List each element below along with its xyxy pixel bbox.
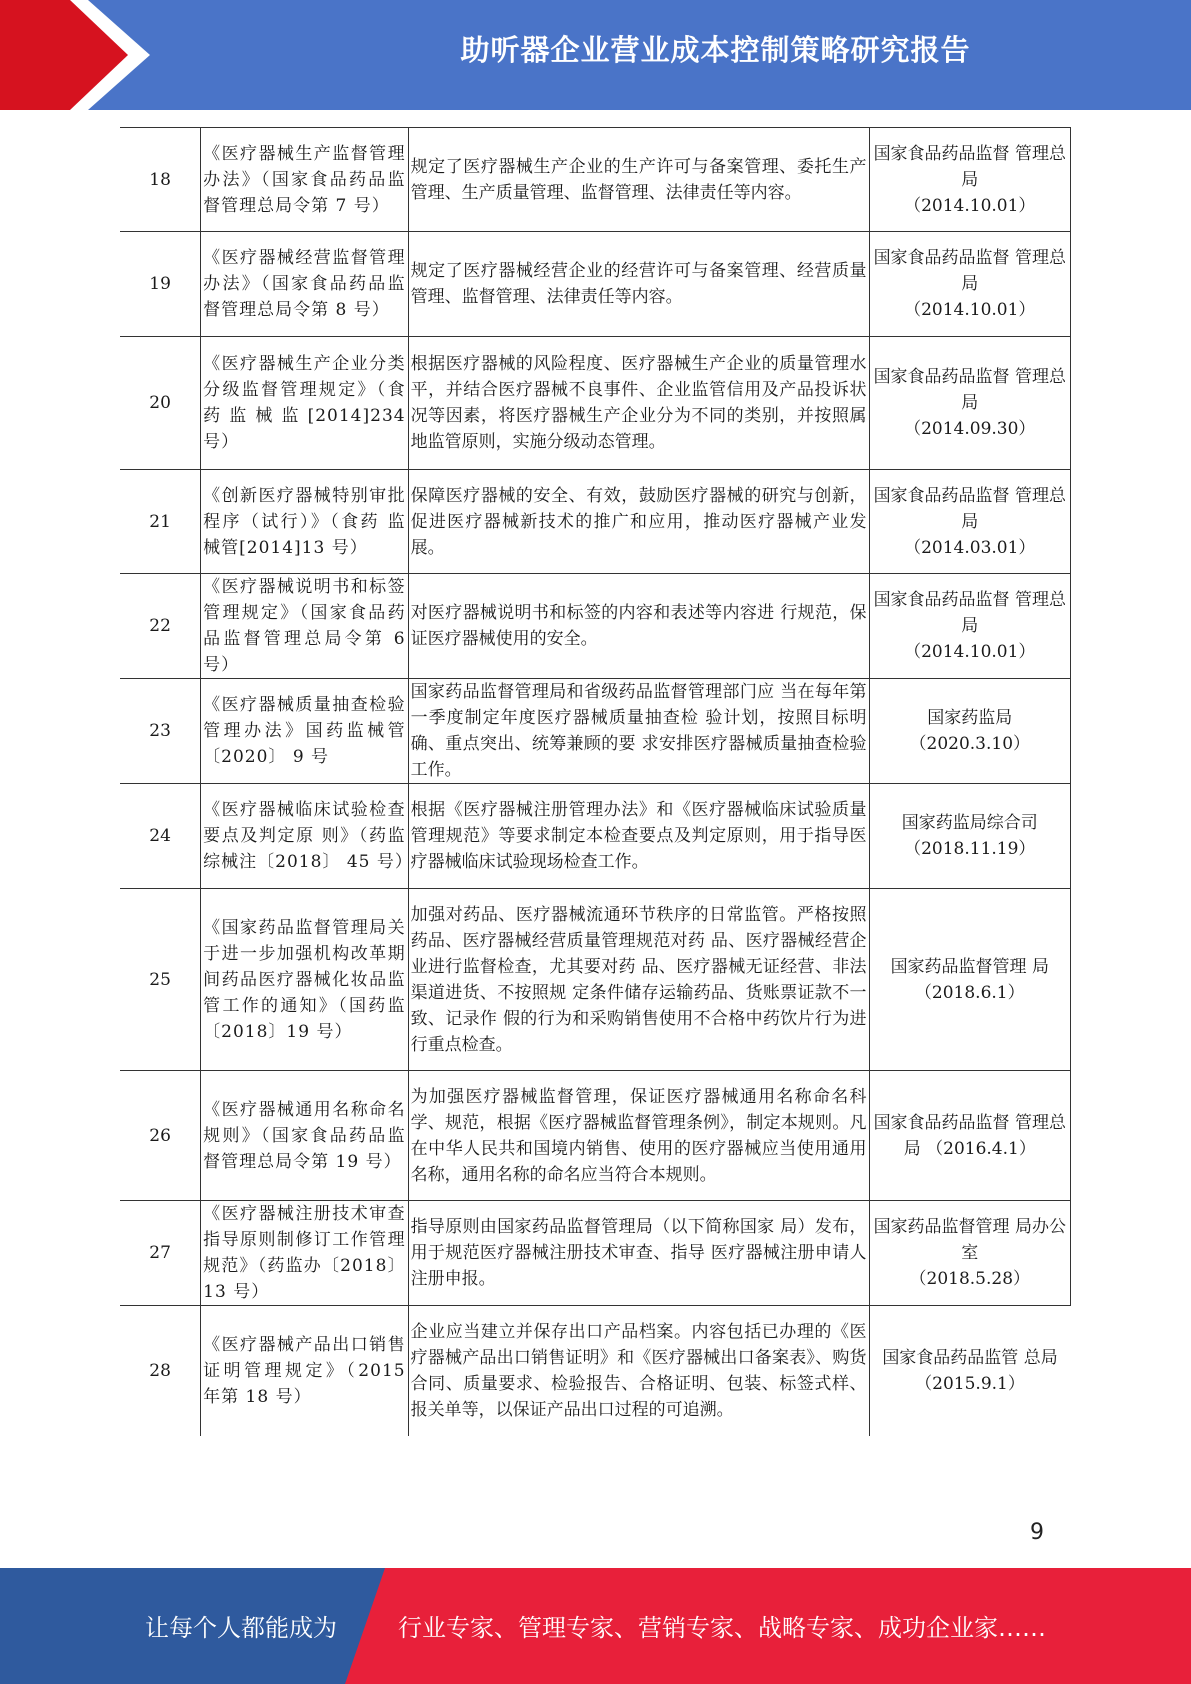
regulation-name-cell: 《医疗器械生产监督管理办法》（国家食品药品监督管理总局令第 7 号） xyxy=(201,128,408,232)
table-row xyxy=(120,679,1071,784)
effective-date: （2018.11.19） xyxy=(904,839,1036,859)
regulation-description-cell: 根据医疗器械的风险程度、医疗器械生产企业的质量管理水平，并结合医疗器械不良事件、企业监管信用及产品投诉状况等因素，将医疗器械生产企业分为不同的类别，并按照属地监管原则，实施分级动态管理。 xyxy=(408,337,869,470)
regulation-name-cell: 《医疗器械注册技术审查指导原则制修订工作管理规范》（药监办〔2018〕13 号） xyxy=(201,1201,408,1306)
row-number-cell: 23 xyxy=(120,679,201,784)
regulation-description-cell: 根据《医疗器械注册管理办法》和《医疗器械临床试验质量管理规范》等要求制定本检查要点及判定原则，用于指导医疗器械临床试验现场检查工作。 xyxy=(408,784,869,889)
page-number: 9 xyxy=(1030,1520,1044,1545)
issuing-authority-cell xyxy=(869,470,1070,574)
regulation-name-cell: 《医疗器械临床试验检查要点及判定原 则》（药监综械注〔2018〕 45 号） xyxy=(201,784,408,889)
issuing-authority-name: 国家食品药品监督 管理总局 xyxy=(873,485,1066,532)
issuing-authority-cell xyxy=(869,1306,1070,1436)
issuing-authority-name: 国家食品药品监督 管理总局 （2016.4.1） xyxy=(873,1112,1066,1159)
table-row xyxy=(120,574,1071,679)
issuing-authority-cell xyxy=(869,128,1070,232)
regulation-description-cell: 保障医疗器械的安全、有效，鼓励医疗器械的研究与创新，促进医疗器械新技术的推广和应用，推动医疗器械产业发展。 xyxy=(408,470,869,574)
effective-date: （2014.03.01） xyxy=(904,537,1036,558)
row-number-cell: 22 xyxy=(120,574,201,679)
issuing-authority-name: 国家药品监督管理 局办公室 xyxy=(873,1217,1066,1263)
effective-date: （2015.9.1） xyxy=(915,1373,1025,1394)
table-row xyxy=(120,1306,1071,1436)
effective-date: （2018.5.28） xyxy=(909,1269,1031,1289)
regulation-description-cell: 加强对药品、医疗器械流通环节秩序的日常监管。严格按照药品、医疗器械经营质量管理规范对药 品、医疗器械经营企业进行监督检查，尤其要对药 品、医疗器械无证经营、非法渠道进货、不按照规 定条件储存运输药品、货账票证款不一致、记录作 假的行为和采购销售使用不合格中药饮片行为进 行重点检查。 xyxy=(408,889,869,1071)
row-number-cell: 27 xyxy=(120,1201,201,1306)
row-number-cell: 25 xyxy=(120,889,201,1071)
regulation-description-cell: 对医疗器械说明书和标签的内容和表述等内容进 行规范，保证医疗器械使用的安全。 xyxy=(408,574,869,679)
table-row xyxy=(120,1071,1071,1201)
regulation-name-cell: 《国家药品监督管理局关于进一步加强机构改革期间药品医疗器械化妆品监管工作的通知》（国药监〔2018〕19 号） xyxy=(201,889,408,1071)
regulation-name-cell: 《医疗器械产品出口销售证明管理规定》（2015 年第 18 号） xyxy=(201,1306,408,1436)
regulation-description-cell: 企业应当建立并保存出口产品档案。内容包括已办理的《医疗器械产品出口销售证明》和《医疗器械出口备案表》、购货合同、质量要求、检验报告、合格证明、包装、标签式样、报关单等，以保证产品出口过程的可追溯。 xyxy=(408,1306,869,1436)
issuing-authority-name: 国家药品监督管理 局 xyxy=(890,956,1049,977)
issuing-authority-name: 国家食品药品监督 管理总局 xyxy=(873,367,1066,413)
row-number-cell: 18 xyxy=(120,128,201,232)
header-red-chevron xyxy=(0,0,150,110)
regulations-table-container xyxy=(120,127,1071,1436)
footer-slogan-right: 行业专家、管理专家、营销专家、战略专家、成功企业家…… xyxy=(398,1614,1046,1642)
row-number-cell: 28 xyxy=(120,1306,201,1436)
table-row xyxy=(120,1201,1071,1306)
page-footer xyxy=(0,1568,1191,1684)
regulation-description-cell: 规定了医疗器械经营企业的经营许可与备案管理、经营质量管理、监督管理、法律责任等内容。 xyxy=(408,232,869,337)
issuing-authority-name: 国家食品药品监督 管理总局 xyxy=(873,590,1066,636)
regulation-name-cell: 《医疗器械生产企业分类分级监督管理规定》（食药监械监[2014]234 号） xyxy=(201,337,408,470)
regulation-name-cell: 《医疗器械质量抽查检验管理办法》国药监械管〔2020〕 9 号 xyxy=(201,679,408,784)
effective-date: （2014.10.01） xyxy=(904,195,1036,216)
issuing-authority-cell xyxy=(869,784,1070,889)
row-number-cell: 21 xyxy=(120,470,201,574)
effective-date: （2014.10.01） xyxy=(904,300,1036,320)
row-number-cell: 20 xyxy=(120,337,201,470)
issuing-authority-name: 国家食品药品监督 管理总局 xyxy=(873,248,1066,294)
page-header xyxy=(0,0,1191,110)
regulation-description-cell: 为加强医疗器械监督管理，保证医疗器械通用名称命名科学、规范，根据《医疗器械监督管理条例》，制定本规则。凡在中华人民共和国境内销售、使用的医疗器械应当使用通用名称，通用名称的命名应当符合本规则。 xyxy=(408,1071,869,1201)
regulation-description-cell: 国家药品监督管理局和省级药品监督管理部门应 当在每年第一季度制定年度医疗器械质量抽查检 验计划，按照目标明确、重点突出、统筹兼顾的要 求安排医疗器械质量抽查检验工作。 xyxy=(408,679,869,784)
issuing-authority-name: 国家药监局 xyxy=(927,708,1013,728)
footer-slogan-left: 让每个人都能成为 xyxy=(145,1614,337,1642)
regulation-name-cell: 《医疗器械说明书和标签管理规定》（国家食品药品监督管理总局令第 6 号） xyxy=(201,574,408,679)
row-number-cell: 19 xyxy=(120,232,201,337)
regulations-table xyxy=(120,127,1071,1436)
effective-date: （2018.6.1） xyxy=(914,982,1025,1003)
table-row xyxy=(120,337,1071,470)
table-row xyxy=(120,470,1071,574)
issuing-authority-cell xyxy=(869,574,1070,679)
issuing-authority-name: 国家食品药品监督 管理总局 xyxy=(873,143,1066,190)
effective-date: （2014.10.01） xyxy=(904,642,1036,662)
issuing-authority-cell xyxy=(869,679,1070,784)
table-row xyxy=(120,232,1071,337)
regulation-name-cell: 《医疗器械通用名称命名规则》（国家食品药品监督管理总局令第 19 号） xyxy=(201,1071,408,1201)
issuing-authority-cell xyxy=(869,1071,1070,1201)
table-row xyxy=(120,784,1071,889)
effective-date: （2014.09.30） xyxy=(904,419,1036,439)
issuing-authority-name: 国家食品药品监管 总局 xyxy=(882,1347,1058,1368)
table-row xyxy=(120,889,1071,1071)
row-number-cell: 24 xyxy=(120,784,201,889)
regulation-name-cell: 《创新医疗器械特别审批程序（试行）》（食药 监械管[2014]13 号） xyxy=(201,470,408,574)
issuing-authority-cell xyxy=(869,1201,1070,1306)
regulation-description-cell: 规定了医疗器械生产企业的生产许可与备案管理、委托生产管理、生产质量管理、监督管理、法律责任等内容。 xyxy=(408,128,869,232)
issuing-authority-cell xyxy=(869,889,1070,1071)
regulation-description-cell: 指导原则由国家药品监督管理局（以下简称国家 局）发布，用于规范医疗器械注册技术审查、指导 医疗器械注册申请人注册申报。 xyxy=(408,1201,869,1306)
issuing-authority-cell xyxy=(869,232,1070,337)
issuing-authority-name: 国家药监局综合司 xyxy=(901,813,1038,833)
table-row xyxy=(120,128,1071,232)
row-number-cell: 26 xyxy=(120,1071,201,1201)
effective-date: （2020.3.10） xyxy=(909,734,1031,754)
issuing-authority-cell xyxy=(869,337,1070,470)
regulation-name-cell: 《医疗器械经营监督管理办法》（国家食品药品监督管理总局令第 8 号） xyxy=(201,232,408,337)
document-title: 助听器企业营业成本控制策略研究报告 xyxy=(460,33,971,67)
